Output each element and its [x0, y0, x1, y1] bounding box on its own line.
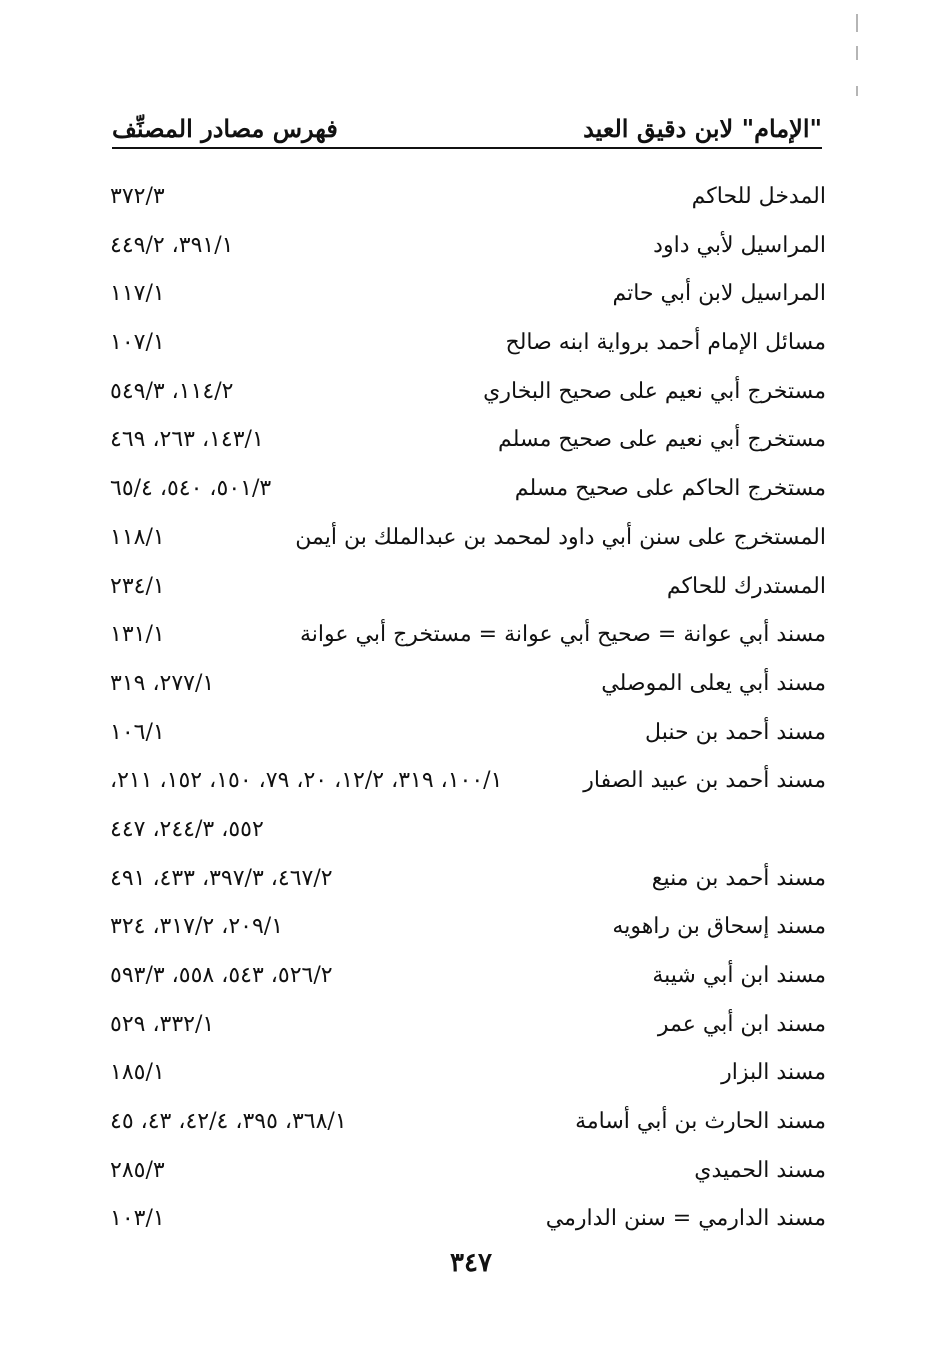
- margin-mark: [856, 86, 858, 96]
- entry-ref: ٤٦٧/٢، ٣٩٧/٣، ٤٣٣، ٤٩١: [110, 865, 333, 891]
- entry-title: مستخرج أبي نعيم على صحيح البخاري: [483, 378, 826, 404]
- entry-title: المراسيل لابن أبي حاتم: [612, 281, 826, 307]
- index-entry: [110, 712, 826, 761]
- running-header: [112, 108, 822, 148]
- entry-title: مسند البزار: [721, 1060, 826, 1086]
- index-entry: [110, 858, 826, 907]
- entry-title: مسند أحمد بن منيع: [651, 865, 826, 891]
- index-entry: [110, 419, 826, 468]
- entry-ref: ٢٣٤/١: [110, 573, 165, 599]
- index-entry: [110, 663, 826, 712]
- entry-title: مسند الحميدي: [694, 1157, 826, 1183]
- index-entry: [110, 906, 826, 955]
- margin-mark: [856, 14, 858, 32]
- entry-title: المراسيل لأبي داود: [653, 232, 826, 258]
- entry-title: المستدرك للحاكم: [666, 573, 826, 599]
- index-entry: [110, 273, 826, 322]
- index-entry: [110, 468, 826, 517]
- entry-ref: ١٤٣/١، ٢٦٣، ٤٦٩: [110, 427, 264, 453]
- section-title: فهرس مصادر المصنِّف: [112, 114, 338, 143]
- entry-ref: ١٨٥/١: [110, 1060, 165, 1086]
- page-number: ٣٤٧: [450, 1248, 492, 1278]
- entry-title: مسند ابن أبي عمر: [657, 1011, 826, 1037]
- entry-ref: ٥٠١/٣، ٥٤٠، ٦٥/٤: [110, 476, 272, 502]
- entry-ref: ٣٦٨/١، ٣٩٥، ٤٢/٤، ٤٣، ٤٥: [110, 1109, 347, 1135]
- entry-ref: ١٠٠/١، ٣١٩، ١٢/٢، ٢٠، ٧٩، ١٥٠، ١٥٢، ٢١١،: [110, 768, 503, 794]
- book-title: "الإمام" لابن دقيق العيد: [583, 114, 822, 143]
- index-entry: [110, 371, 826, 420]
- index-entry: [110, 176, 826, 225]
- entry-title: المدخل للحاكم: [691, 184, 826, 209]
- entry-title: مسند أبي عوانة = صحيح أبي عوانة = مستخرج أبي عوانة: [300, 622, 826, 648]
- entry-title: مسند أحمد بن عبيد الصفار: [583, 768, 826, 794]
- entry-ref: ١١٧/١: [110, 281, 165, 307]
- index-entry: [110, 1101, 826, 1150]
- index-entry-continuation: [110, 809, 826, 858]
- entry-title: المستخرج على سنن أبي داود لمحمد بن عبدالملك بن أيمن: [295, 524, 826, 550]
- entry-ref: ٣٣٢/١، ٥٢٩: [110, 1011, 215, 1037]
- index-entry: [110, 517, 826, 566]
- index-entry: [110, 1150, 826, 1199]
- index-entry: [110, 566, 826, 615]
- entry-ref: ٢٠٩/١، ٣١٧/٢، ٣٢٤: [110, 914, 284, 940]
- index-entry: [110, 955, 826, 1004]
- entry-ref: ١٣١/١: [110, 622, 165, 648]
- entry-ref: ٥٢٦/٢، ٥٤٣، ٥٥٨، ٥٩٣/٣: [110, 963, 333, 988]
- entry-title: مستخرج الحاكم على صحيح مسلم: [514, 476, 826, 502]
- entry-title: مسند إسحاق بن راهويه: [612, 914, 826, 940]
- entry-ref: ٥٥٢، ٢٤٤/٣، ٤٤٧: [110, 816, 264, 842]
- entry-ref: ١٠٦/١: [110, 719, 165, 745]
- entry-ref: ٢٨٥/٣: [110, 1157, 165, 1183]
- index-list: [110, 176, 826, 1247]
- entry-ref: ٣٧٢/٣: [110, 184, 165, 209]
- index-entry: [110, 322, 826, 371]
- index-entry: [110, 1052, 826, 1101]
- entry-title: مسائل الإمام أحمد برواية ابنه صالح: [505, 330, 826, 356]
- index-entry: [110, 760, 826, 809]
- index-entry: [110, 1004, 826, 1053]
- entry-title: مسند أحمد بن حنبل: [645, 719, 826, 745]
- entry-title: مستخرج أبي نعيم على صحيح مسلم: [498, 427, 826, 453]
- header-rule: [112, 147, 822, 149]
- entry-title: مسند الحارث بن أبي أسامة: [575, 1109, 826, 1135]
- entry-ref: ٣٩١/١، ٤٤٩/٢: [110, 232, 234, 258]
- entry-title: مسند الدارمي = سنن الدارمي: [545, 1206, 826, 1232]
- entry-ref: ١٠٣/١: [110, 1206, 165, 1232]
- entry-ref: ١١٤/٢، ٥٤٩/٣: [110, 378, 234, 404]
- entry-ref: ٢٧٧/١، ٣١٩: [110, 670, 215, 696]
- index-entry: [110, 225, 826, 274]
- entry-ref: ١٠٧/١: [110, 330, 165, 356]
- entry-title: مسند أبي يعلى الموصلي: [601, 670, 826, 696]
- index-entry: [110, 1198, 826, 1247]
- entry-title: مسند ابن أبي شيبة: [652, 963, 826, 988]
- margin-mark: [856, 46, 858, 60]
- index-entry: [110, 614, 826, 663]
- entry-ref: ١١٨/١: [110, 524, 165, 550]
